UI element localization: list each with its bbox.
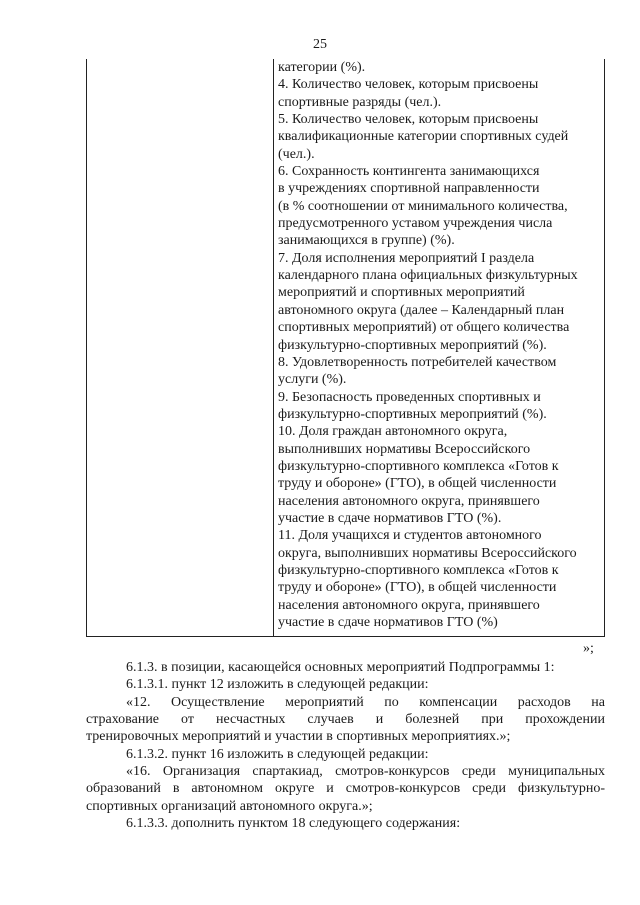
indicator-text-line: мероприятий и спортивных мероприятий: [278, 285, 525, 301]
indicator-text-line: 6. Сохранность контингента занимающихся: [278, 164, 540, 180]
indicator-text-line: 8. Удовлетворенность потребителей качеством: [278, 354, 557, 370]
indicator-text-line: физкультурно-спортивных мероприятий (%).: [278, 406, 547, 422]
indicator-text-line: предусмотренного уставом учреждения числа: [278, 216, 553, 232]
indicators-cell: [278, 59, 598, 631]
indicators-table: [86, 59, 605, 637]
indicator-text-line: (в % соотношении от минимального количества,: [278, 198, 568, 214]
indicator-text-line: 7. Доля исполнения мероприятий I раздела: [278, 250, 535, 266]
closing-quote: »;: [583, 641, 594, 656]
indicator-text-line: участие в сдаче нормативов ГТО (%): [278, 615, 498, 630]
indicator-text-line: 4. Количество человек, которым присвоены: [278, 77, 539, 93]
indicator-text-line: населения автономного округа, принявшего: [278, 597, 540, 613]
indicator-text-line: физкультурно-спортивного комплекса «Готов к: [278, 562, 559, 578]
paragraph-6-1-3-3: 6.1.3.3. дополнить пунктом 18 следующего содержания:: [126, 816, 461, 832]
item-16-line-1: «16. Организация спартакиад, смотров-конкурсов среди муниципальных: [126, 764, 605, 780]
indicator-text-line: округа, выполнивших нормативы Всероссийского: [278, 545, 577, 561]
indicator-text-line: спортивных мероприятий) от общего количества: [278, 320, 570, 336]
indicator-text-line: физкультурно-спортивного комплекса «Готов к: [278, 458, 559, 474]
page-number: 25: [313, 37, 327, 52]
indicator-text-line: труду и обороне» (ГТО), в общей численности: [278, 580, 557, 596]
indicator-text-line: занимающихся в группе) (%).: [278, 233, 455, 249]
indicator-text-line: (чел.).: [278, 146, 315, 162]
indicator-text-line: труду и обороне» (ГТО), в общей численности: [278, 476, 557, 492]
indicator-text-line: в учреждениях спортивной направленности: [278, 181, 540, 197]
indicator-text-line: 9. Безопасность проведенных спортивных и: [278, 389, 541, 405]
item-12-line-2: страхование от несчастных случаев и болезней при прохождении: [86, 712, 605, 728]
indicator-text-line: квалификационные категории спортивных судей: [278, 129, 569, 145]
indicator-text-line: 5. Количество человек, которым присвоены: [278, 112, 539, 128]
item-16-line-3: спортивных организаций автономного округа.»;: [86, 798, 373, 814]
item-16-line-2: образований в автономном округе и смотров-конкурсов среди физкультурно-: [86, 781, 605, 797]
item-12-line-3: тренировочных мероприятий и участии в спортивных мероприятиях.»;: [86, 729, 511, 745]
indicator-text-line: автономного округа (далее – Календарный план: [278, 302, 565, 318]
paragraph-6-1-3-2: 6.1.3.2. пункт 16 изложить в следующей редакции:: [126, 746, 429, 762]
amendment-text: [86, 659, 605, 832]
indicator-text-line: выполнивших нормативы Всероссийского: [278, 441, 531, 457]
indicator-text-line: 10. Доля граждан автономного округа,: [278, 424, 508, 440]
indicator-text-line: физкультурно-спортивных мероприятий (%).: [278, 337, 547, 353]
indicator-text-line: 11. Доля учащихся и студентов автономного: [278, 528, 542, 544]
indicator-text-line: участие в сдаче нормативов ГТО (%).: [278, 510, 502, 526]
table-column-divider: [273, 59, 274, 636]
indicator-text-line: услуги (%).: [278, 372, 347, 388]
indicator-text-line: спортивные разряды (чел.).: [278, 94, 442, 110]
indicator-text-line: населения автономного округа, принявшего: [278, 493, 540, 509]
item-12-line-1: «12. Осуществление мероприятий по компенсации расходов на: [126, 694, 605, 710]
indicator-text-line: категории (%).: [278, 60, 366, 75]
paragraph-6-1-3-1: 6.1.3.1. пункт 12 изложить в следующей редакции:: [126, 677, 429, 693]
indicator-text-line: календарного плана официальных физкультурных: [278, 268, 578, 284]
paragraph-6-1-3: 6.1.3. в позиции, касающейся основных мероприятий Подпрограммы 1:: [126, 660, 555, 675]
